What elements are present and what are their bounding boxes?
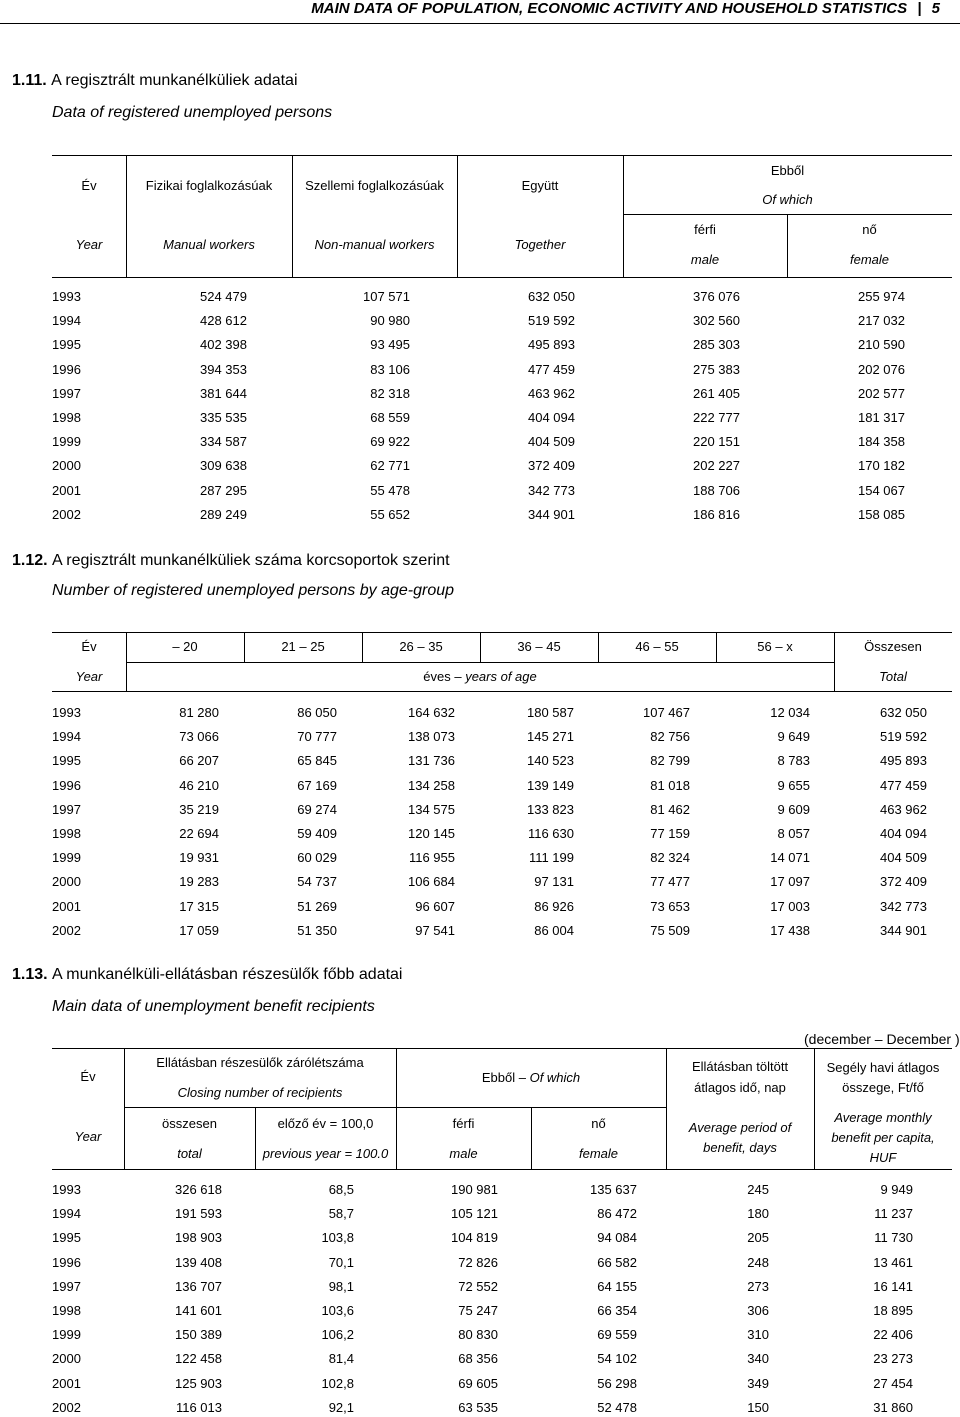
t3-mid-rule [124,1107,666,1108]
t1-row-year: 1996 [52,361,81,377]
t2-h-total-hu: Összesen [864,639,922,654]
t1-cell: 82 318 [370,385,410,401]
t1-cell: 154 067 [858,482,905,498]
t2-cell: 17 097 [770,874,810,890]
t1-cell: 255 974 [858,289,905,304]
t1-cell: 404 509 [528,434,575,450]
t2-row-year: 2002 [52,922,81,938]
t2-row-year: 2001 [52,898,81,914]
t3-cell: 69 605 [458,1375,498,1391]
t2-cell: 404 509 [880,850,927,866]
page-number: 5 [931,0,940,17]
t3-cell: 70,1 [328,1254,354,1270]
t2-cell: 97 131 [534,874,574,890]
t1-cell: 186 816 [693,506,740,522]
t1-cell: 402 398 [200,337,247,353]
t1-cell: 477 459 [528,361,575,377]
t2-row-year: 2000 [52,874,81,890]
t3-cell: 103,8 [321,1230,354,1246]
t2-cell: 404 094 [880,826,927,841]
t3-h-closing-hu: Ellátásban részesülők zárólétszáma [156,1055,364,1070]
t2-cell: 17 059 [179,922,219,938]
t3-cell: 66 582 [597,1254,637,1270]
t2-h-years-hu: éves [423,669,451,684]
t2-cell: 519 592 [880,729,927,745]
t2-cell: 139 149 [527,777,574,793]
t3-cell: 198 903 [175,1230,222,1246]
t2-cell: 9 649 [777,729,810,745]
t2-cell: 12 034 [770,705,810,720]
t1-h-ofwhich-en: Of which [762,192,813,207]
t1-row-year: 1993 [52,289,81,304]
t1-row-year: 1997 [52,385,81,401]
page-header-title [311,0,940,17]
t1-cell: 261 405 [693,385,740,401]
header-title-text: MAIN DATA OF POPULATION, ECONOMIC ACTIVITY AND HOUSEHOLD STATISTICS [311,0,908,17]
t3-cell: 94 084 [597,1230,637,1246]
t1-cell: 62 771 [370,458,410,474]
t3-h-year-hu: Év [80,1069,96,1084]
t2-h-year-hu: Év [81,639,97,654]
t3-cell: 349 [747,1375,769,1391]
t1-row-year: 2000 [52,458,81,474]
t2-cell: 51 350 [297,922,337,938]
t3-cell: 248 [747,1254,769,1270]
t3-h-ofwhich-hu: Ebből [481,1070,516,1085]
t1-title-hu: A regisztrált munkanélküliek adatai [51,72,298,89]
t1-cell: 275 383 [693,361,740,377]
t1-cell: 287 295 [200,482,247,498]
t1-cell: 184 358 [858,434,905,450]
t2-cell: 107 467 [643,705,690,720]
t3-row-year: 1998 [52,1303,81,1318]
t3-note: (december – December ) [804,1031,960,1047]
t2-row-year: 1998 [52,826,81,841]
t3-row-year: 1994 [52,1206,81,1222]
t3-h-total-en: total [177,1146,202,1161]
t1-cell: 334 587 [200,434,247,450]
t1-cell: 632 050 [528,289,575,304]
t3-cell: 139 408 [175,1254,222,1270]
t2-title-hu: A regisztrált munkanélküliek száma korcsoportok szerint [52,552,450,569]
t1-cell: 495 893 [528,337,575,353]
t2-h-group: – 20 [172,639,198,654]
t2-cell: 96 607 [415,898,455,914]
t2-cell: 111 199 [528,850,574,866]
t1-cell: 376 076 [693,289,740,304]
t2-h-group: 36 – 45 [517,639,561,654]
t2-cell: 77 159 [650,826,690,841]
t1-h-manual-hu: Fizikai foglalkozásúak [145,178,273,193]
t2-cell: 75 509 [650,922,690,938]
t3-cell: 23 273 [873,1351,913,1367]
t3-cell: 64 155 [597,1278,637,1294]
t2-cell: 86 926 [534,898,574,914]
t2-h-group: 21 – 25 [281,639,325,654]
t2-cell: 66 207 [179,753,219,769]
t1-h-female-hu: nő [862,222,877,237]
t3-cell: 136 707 [175,1278,222,1294]
t3-number: 1.13. [12,966,48,983]
t3-h-benefit-en-3: HUF [869,1150,897,1165]
t3-cell: 16 141 [873,1278,913,1294]
t3-top-rule [52,1048,952,1049]
t1-cell: 202 076 [858,361,905,377]
t1-cell: 428 612 [200,313,247,329]
t2-h-years [126,669,834,684]
t3-cell: 11 730 [874,1230,913,1246]
t2-mid-rule [126,662,835,663]
t3-cell: 9 949 [880,1182,913,1197]
t3-cell: 52 478 [597,1399,637,1415]
t2-cell: 463 962 [880,801,927,817]
t3-cell: 125 903 [175,1375,222,1391]
t3-h-closing-en: Closing number of recipients [177,1085,343,1100]
t1-cell: 188 706 [693,482,740,498]
t3-h-period-hu-1: Ellátásban töltött [691,1059,789,1074]
t2-cell: 106 684 [408,874,455,890]
t2-cell: 73 066 [179,729,219,745]
t1-cell: 210 590 [858,337,905,353]
t3-cell: 150 389 [175,1327,222,1343]
t3-h-male-en: male [449,1146,478,1161]
t2-cell: 9 655 [777,777,810,793]
t2-bottom-rule [52,691,952,692]
t2-cell: 86 050 [297,705,337,720]
t2-top-rule [52,632,952,633]
t1-cell: 68 559 [370,410,410,425]
t3-cell: 191 593 [175,1206,222,1222]
t3-h-ofwhich-dash: – [518,1070,526,1085]
t3-row-year: 1996 [52,1254,81,1270]
t1-cell: 90 980 [370,313,410,329]
t3-row-year: 2002 [52,1399,81,1415]
t2-cell: 632 050 [880,705,927,720]
t2-row-year: 1999 [52,850,81,866]
t3-h-period-en-1: Average period of [688,1120,792,1135]
t2-cell: 59 409 [297,826,337,841]
t3-row-year: 1993 [52,1182,81,1197]
t2-cell: 81 462 [650,801,690,817]
t3-cell: 104 819 [451,1230,498,1246]
t1-cell: 69 922 [370,434,410,450]
t3-cell: 135 637 [590,1182,637,1197]
t3-cell: 81,4 [328,1351,354,1367]
t3-row-year: 1995 [52,1230,81,1246]
t2-h-years-en: years of age [465,669,537,684]
t1-cell: 302 560 [693,313,740,329]
t1-cell: 158 085 [858,506,905,522]
t1-cell: 55 652 [370,506,410,522]
t2-cell: 60 029 [297,850,337,866]
t2-cell: 9 609 [777,801,810,817]
t3-cell: 326 618 [175,1182,222,1197]
t3-h-period-hu-2: átlagos idő, nap [694,1080,786,1095]
t1-cell: 344 901 [528,506,575,522]
t1-row-year: 1994 [52,313,81,329]
t2-cell: 133 823 [527,801,574,817]
t1-cell: 394 353 [200,361,247,377]
t2-cell: 65 845 [297,753,337,769]
t2-cell: 116 955 [408,850,455,866]
t2-cell: 342 773 [880,898,927,914]
t2-cell: 19 283 [179,874,219,890]
t1-h-male-en: male [690,252,720,267]
t1-h-together-hu: Együtt [521,178,559,193]
t3-h-benefit-en-1: Average monthly [834,1110,932,1125]
t1-title-en: Data of registered unemployed persons [52,104,333,121]
t2-cell: 86 004 [534,922,574,938]
t1-row-year: 2002 [52,506,81,522]
t1-h-female-en: female [849,252,890,267]
t3-cell: 11 237 [874,1206,913,1222]
t3-cell: 190 981 [451,1182,498,1197]
t3-h-benefit-en-2: benefit per capita, [831,1130,935,1145]
t2-heading [12,552,450,570]
t1-cell: 519 592 [528,313,575,329]
t2-cell: 82 756 [650,729,690,745]
t3-cell: 27 454 [873,1375,913,1391]
t3-h-prev-hu: előző év = 100,0 [277,1116,374,1131]
t2-cell: 97 541 [415,922,455,938]
t3-cell: 205 [747,1230,769,1246]
t1-cell: 463 962 [528,385,575,401]
t3-bottom-rule [52,1169,952,1170]
t3-cell: 22 406 [873,1327,913,1343]
t3-h-ofwhich-en: Of which [529,1070,581,1085]
t2-row-year: 1993 [52,705,81,720]
t2-cell: 35 219 [179,801,219,817]
t2-cell: 67 169 [297,777,337,793]
t1-h-year-en: Year [75,237,103,252]
t3-h-benefit-hu-2: összege, Ft/fő [842,1080,924,1095]
t1-heading [12,72,298,90]
t2-cell: 344 901 [880,922,927,938]
t3-cell: 116 013 [175,1399,222,1415]
t3-row-year: 1999 [52,1327,81,1343]
t2-cell: 8 057 [777,826,810,841]
t3-h-male-hu: férfi [452,1116,475,1131]
t3-h-female-hu: nő [591,1116,606,1131]
t1-cell: 222 777 [693,410,740,425]
t2-row-year: 1995 [52,753,81,769]
t2-cell: 17 003 [770,898,810,914]
t3-cell: 150 [747,1399,769,1415]
t3-cell: 86 472 [597,1206,637,1222]
t1-cell: 220 151 [693,434,740,450]
t2-h-years-dash: – [454,669,462,684]
t1-cell: 335 535 [200,410,247,425]
t2-cell: 140 523 [527,753,574,769]
t1-row-year: 2001 [52,482,81,498]
t2-cell: 46 210 [179,777,219,793]
t2-cell: 495 893 [880,753,927,769]
t2-cell: 145 271 [527,729,574,745]
t2-row-year: 1997 [52,801,81,817]
t3-h-prev-en: previous year = 100.0 [262,1146,389,1161]
t3-cell: 18 895 [873,1303,913,1318]
t3-cell: 310 [747,1327,769,1343]
t2-cell: 164 632 [408,705,455,720]
t3-cell: 105 121 [451,1206,498,1222]
t3-cell: 68,5 [328,1182,354,1197]
t1-number: 1.11. [12,72,47,89]
t2-cell: 69 274 [297,801,337,817]
t1-cell: 309 638 [200,458,247,474]
t1-cell: 170 182 [858,458,905,474]
t2-cell: 17 438 [770,922,810,938]
t1-h-male-hu: férfi [694,222,716,237]
t3-cell: 141 601 [175,1303,222,1318]
t2-cell: 477 459 [880,777,927,793]
t3-cell: 103,6 [321,1303,354,1318]
t3-heading [12,966,402,984]
t2-cell: 77 477 [650,874,690,890]
t2-cell: 8 783 [777,753,810,769]
t3-h-period-en-2: benefit, days [703,1140,777,1155]
t2-cell: 116 630 [527,826,574,841]
t3-h-total-hu: összesen [162,1116,217,1131]
t3-title-hu: A munkanélküli-ellátásban részesülők főbb adatai [52,966,403,983]
t3-cell: 122 458 [175,1351,222,1367]
t1-row-year: 1999 [52,434,81,450]
t3-h-ofwhich [396,1070,666,1085]
t2-number: 1.12. [12,552,48,569]
t3-cell: 72 826 [458,1254,498,1270]
t3-h-female-en: female [578,1146,619,1161]
t1-vline [457,155,458,277]
t1-h-together-en: Together [514,237,566,252]
header-separator: | [917,0,922,17]
t3-cell: 340 [747,1351,769,1367]
t3-cell: 180 [747,1206,769,1222]
t3-row-year: 1997 [52,1278,81,1294]
t2-cell: 372 409 [880,874,927,890]
t1-cell: 217 032 [858,313,905,329]
t1-h-nonmanual-hu: Szellemi foglalkozásúak [305,178,444,193]
t1-top-rule [52,155,952,156]
t3-cell: 92,1 [328,1399,354,1415]
t1-cell: 404 094 [528,410,575,425]
t3-cell: 68 356 [458,1351,498,1367]
t2-cell: 134 258 [408,777,455,793]
t3-cell: 54 102 [597,1351,637,1367]
t3-cell: 31 860 [873,1399,913,1415]
t2-h-total-en: Total [879,669,907,684]
t2-cell: 180 587 [527,705,574,720]
t1-cell: 285 303 [693,337,740,353]
t3-h-benefit-hu-1: Segély havi átlagos [826,1060,940,1075]
t2-cell: 19 931 [179,850,219,866]
t3-cell: 13 461 [873,1254,913,1270]
t3-cell: 72 552 [458,1278,498,1294]
t3-row-year: 2001 [52,1375,81,1391]
t2-cell: 82 324 [650,850,690,866]
t1-cell: 524 479 [200,289,247,304]
t3-cell: 56 298 [597,1375,637,1391]
t1-vline [292,155,293,277]
t2-h-year-en: Year [75,669,103,684]
t1-cell: 372 409 [528,458,575,474]
t3-cell: 245 [747,1182,769,1197]
t2-cell: 81 280 [179,705,219,720]
t1-cell: 83 106 [370,361,410,377]
t2-cell: 54 737 [297,874,337,890]
t2-row-year: 1996 [52,777,81,793]
t2-cell: 51 269 [297,898,337,914]
t1-vline [126,155,127,277]
t1-row-year: 1995 [52,337,81,353]
t1-cell: 181 317 [858,410,905,425]
t3-cell: 98,1 [328,1278,354,1294]
t1-cell: 342 773 [528,482,575,498]
t2-cell: 73 653 [650,898,690,914]
t3-cell: 69 559 [597,1327,637,1343]
t3-cell: 80 830 [458,1327,498,1343]
t2-cell: 17 315 [179,898,219,914]
t2-cell: 22 694 [179,826,219,841]
t3-cell: 75 247 [458,1303,498,1318]
t2-cell: 82 799 [650,753,690,769]
t1-row-year: 1998 [52,410,81,425]
t2-cell: 14 071 [770,850,810,866]
t3-cell: 106,2 [321,1327,354,1343]
t3-cell: 306 [747,1303,769,1318]
t2-h-group: 26 – 35 [399,639,443,654]
t3-h-year-en: Year [74,1129,102,1144]
t3-cell: 102,8 [321,1375,354,1391]
t3-cell: 63 535 [458,1399,498,1415]
t2-cell: 134 575 [408,801,455,817]
t1-bottom-rule [52,277,952,278]
t2-cell: 70 777 [297,729,337,745]
t2-cell: 138 073 [408,729,455,745]
t2-row-year: 1994 [52,729,81,745]
t3-cell: 58,7 [328,1206,354,1222]
t1-cell: 202 577 [858,385,905,401]
t2-cell: 81 018 [650,777,690,793]
t1-h-manual-en: Manual workers [163,237,255,252]
t1-cell: 55 478 [370,482,410,498]
t1-h-year-hu: Év [81,178,97,193]
t1-cell: 107 571 [363,289,410,304]
t1-cell: 93 495 [370,337,410,353]
t3-cell: 66 354 [597,1303,637,1318]
t2-cell: 120 145 [408,826,455,841]
t3-cell: 273 [747,1278,769,1294]
t2-h-group: 56 – x [757,639,793,654]
t1-h-nonmanual-en: Non-manual workers [314,237,435,252]
t1-cell: 202 227 [693,458,740,474]
t1-cell: 381 644 [200,385,247,401]
t1-h-ofwhich-hu: Ebből [770,163,805,178]
t2-title-en: Number of registered unemployed persons by age-group [52,582,455,599]
t2-cell: 131 736 [408,753,455,769]
t2-h-group: 46 – 55 [635,639,679,654]
t3-title-en: Main data of unemployment benefit recipients [52,998,375,1015]
t3-row-year: 2000 [52,1351,81,1367]
t1-cell: 289 249 [200,506,247,522]
